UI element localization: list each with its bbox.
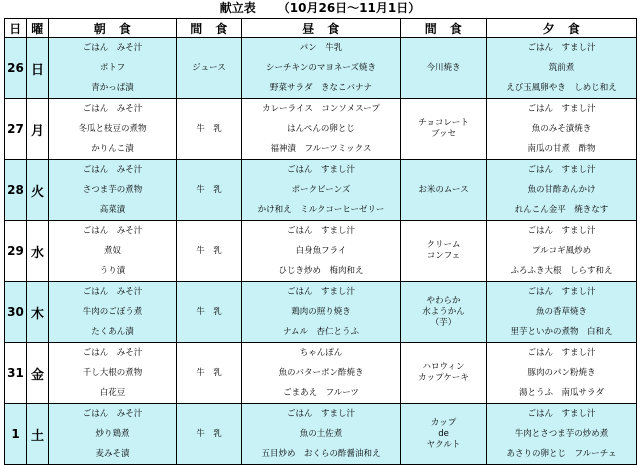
title-period: （10月26日～11月1日）: [277, 1, 421, 15]
morning-snack-cell: [177, 160, 242, 221]
header-lunch: 昼 食: [242, 19, 401, 38]
afternoon-snack-cell-item: 水ようかん: [422, 306, 465, 317]
afternoon-snack-cell-item: ブッセ: [431, 129, 456, 139]
breakfast-cell: [49, 404, 177, 465]
breakfast-cell-item: 青かっぱ漬: [91, 83, 134, 93]
breakfast-cell-item: 白花豆: [99, 388, 126, 398]
title-main: 献立表: [219, 1, 256, 15]
lunch-cell: [242, 38, 401, 99]
dinner-cell-item: 南瓜の甘煮 酢物: [527, 144, 596, 154]
day-cell: 29: [5, 221, 27, 282]
lunch-cell: [242, 160, 401, 221]
day-cell: 26: [5, 38, 27, 99]
afternoon-snack-cell-item: クリーム: [426, 240, 461, 250]
breakfast-cell-item: ごはん みそ汁: [82, 348, 143, 358]
breakfast-cell: [49, 160, 177, 221]
dinner-cell: [487, 282, 637, 343]
breakfast-cell-item: 高菜漬: [99, 205, 126, 215]
lunch-cell-item: パン 牛乳: [299, 43, 343, 53]
breakfast-cell-item: ごはん みそ汁: [82, 409, 143, 419]
breakfast-cell-item: 千し大根の煮物: [82, 368, 143, 378]
dinner-cell-item: ごはん すまし汁: [527, 287, 596, 297]
lunch-cell-item: 野菜サラダ きなこバナナ: [270, 83, 372, 93]
dinner-cell-item: ふろふき大根 しらす和え: [510, 266, 613, 276]
weekday-cell: 月: [27, 99, 49, 160]
breakfast-cell-item: 炒り鶏煮: [95, 429, 130, 439]
afternoon-snack-cell-item: チョコレート: [418, 118, 469, 128]
morning-snack-cell: [177, 343, 242, 404]
header-dow: 曜: [27, 19, 49, 38]
afternoon-snack-cell: [401, 282, 487, 343]
breakfast-cell-item: ごはん みそ汁: [82, 226, 143, 236]
day-cell: 28: [5, 160, 27, 221]
weekday-cell: 金: [27, 343, 49, 404]
dinner-cell-item: プルコギ風炒め: [531, 246, 592, 256]
header-snack2: 間 食: [401, 19, 487, 38]
morning-snack-cell-item: ジュース: [192, 62, 226, 73]
dinner-cell-item: 魚の甘酢あんかけ: [527, 185, 596, 195]
morning-snack-cell-item: 牛 乳: [196, 367, 222, 378]
header-day: 日: [5, 19, 27, 38]
lunch-cell-item: ごはん すまし汁: [286, 409, 355, 419]
breakfast-cell: [49, 343, 177, 404]
lunch-cell: [242, 282, 401, 343]
breakfast-cell-item: たくあん漬: [91, 327, 134, 337]
breakfast-cell-item: 冬瓜と枝豆の煮物: [78, 124, 147, 134]
breakfast-cell-item: さつま芋の煮物: [82, 185, 143, 195]
afternoon-snack-cell-item: （芋）: [430, 317, 457, 328]
breakfast-cell-item: うり漬: [99, 266, 126, 276]
afternoon-snack-cell: [401, 38, 487, 99]
dinner-cell-item: ごはん すまし汁: [527, 226, 596, 236]
dinner-cell-item: れんこん金平 焼きなす: [514, 205, 609, 215]
lunch-cell: [242, 221, 401, 282]
lunch-cell-item: シーチキンのマヨネーズ焼き: [266, 63, 376, 73]
lunch-cell: [242, 404, 401, 465]
menu-row: [5, 221, 637, 282]
lunch-cell-item: カレーライス コンソメスープ: [262, 104, 380, 114]
weekday-cell: 木: [27, 282, 49, 343]
afternoon-snack-cell: [401, 404, 487, 465]
dinner-cell-item: 牛肉とさつま芋の炒め煮: [514, 429, 609, 439]
lunch-cell-item: 鶏肉の照り焼き: [291, 307, 351, 317]
morning-snack-cell-item: 牛 乳: [196, 184, 222, 195]
lunch-cell-item: ごまあえ フルーツ: [283, 388, 359, 398]
dinner-cell-item: ごはん すまし汁: [527, 409, 596, 419]
day-cell: 27: [5, 99, 27, 160]
breakfast-cell-item: ごはん みそ汁: [82, 104, 143, 114]
lunch-cell-item: 魚のバターポン酢焼き: [278, 368, 364, 378]
dinner-cell-item: ごはん すまし汁: [527, 43, 596, 53]
afternoon-snack-cell: [401, 343, 487, 404]
dinner-cell-item: 魚の香草焼き: [535, 307, 587, 317]
afternoon-snack-cell: [401, 99, 487, 160]
breakfast-cell: [49, 282, 177, 343]
breakfast-cell-item: ごはん みそ汁: [82, 165, 143, 175]
menu-row: [5, 99, 637, 160]
morning-snack-cell-item: 牛 乳: [196, 306, 222, 317]
weekday-cell: 土: [27, 404, 49, 465]
afternoon-snack-cell: [401, 221, 487, 282]
breakfast-cell-item: ごはん みそ汁: [82, 287, 143, 297]
menu-row: [5, 404, 637, 465]
header-breakfast: 朝 食: [49, 19, 177, 38]
day-cell: 1: [5, 404, 27, 465]
breakfast-cell: [49, 99, 177, 160]
lunch-cell-item: ポークビーンズ: [291, 185, 351, 195]
morning-snack-cell-item: 牛 乳: [196, 123, 222, 134]
dinner-cell: [487, 221, 637, 282]
breakfast-cell-item: かりんこ漬: [91, 144, 134, 154]
weekday-cell: 火: [27, 160, 49, 221]
dinner-cell: [487, 343, 637, 404]
morning-snack-cell: [177, 404, 242, 465]
lunch-cell: [242, 343, 401, 404]
afternoon-snack-cell-item: やわらか: [426, 295, 461, 306]
lunch-cell-item: ちゃんぽん: [299, 348, 343, 358]
dinner-cell-item: ごはん すまし汁: [527, 348, 596, 358]
lunch-cell-item: 五目炒め おくらの酢醤油和え: [261, 449, 381, 459]
weekday-cell: 日: [27, 38, 49, 99]
menu-row: [5, 160, 637, 221]
morning-snack-cell: [177, 38, 242, 99]
dinner-cell-item: あさりの卵とじ フルーチェ: [506, 449, 617, 459]
dinner-cell: [487, 99, 637, 160]
afternoon-snack-cell: [401, 160, 487, 221]
dinner-cell-item: 豚肉のパン粉焼き: [527, 368, 596, 378]
lunch-cell: [242, 99, 401, 160]
dinner-cell-item: 魚のみそ漬焼き: [531, 124, 592, 134]
breakfast-cell-item: 牛肉のごぼう煮: [82, 307, 143, 317]
dinner-cell: [487, 160, 637, 221]
menu-title: [0, 0, 640, 17]
breakfast-cell: [49, 38, 177, 99]
afternoon-snack-cell-item: カップ: [430, 417, 457, 428]
lunch-cell-item: ごはん すまし汁: [286, 226, 355, 236]
afternoon-snack-cell-item: de: [438, 428, 449, 439]
lunch-cell-item: 魚の土佐煮: [299, 429, 343, 439]
lunch-cell-item: ひじき炒め 梅肉和え: [278, 266, 364, 276]
morning-snack-cell: [177, 282, 242, 343]
morning-snack-cell: [177, 99, 242, 160]
lunch-cell-item: 福神漬 フルーツミックス: [270, 144, 372, 154]
dinner-cell-item: ごはん すまし汁: [527, 104, 596, 114]
menu-row: [5, 282, 637, 343]
lunch-cell-item: かけ和え ミルクコーヒーゼリー: [257, 205, 385, 215]
dinner-cell-item: えび玉風卵やき しめじ和え: [506, 83, 617, 93]
lunch-cell-item: はんぺんの卵とじ: [287, 124, 355, 134]
menu-table: [4, 18, 637, 465]
morning-snack-cell-item: 牛 乳: [196, 428, 222, 439]
afternoon-snack-cell-item: お米のムース: [418, 184, 469, 195]
menu-body: [5, 38, 637, 465]
afternoon-snack-cell-item: カップケーキ: [418, 373, 469, 383]
breakfast-cell-item: 麦みそ漬: [95, 449, 130, 459]
day-cell: 31: [5, 343, 27, 404]
header-snack1: 間 食: [177, 19, 242, 38]
header-dinner: 夕 食: [487, 19, 637, 38]
morning-snack-cell: [177, 221, 242, 282]
dinner-cell: [487, 38, 637, 99]
morning-snack-cell-item: 牛 乳: [196, 245, 222, 256]
lunch-cell-item: ナムル 杏仁とうふ: [282, 327, 360, 337]
dinner-cell-item: 筑前煮: [548, 63, 575, 73]
dinner-cell-item: ごはん すまし汁: [527, 165, 596, 175]
lunch-cell-item: ごはん すまし汁: [286, 165, 355, 175]
breakfast-cell: [49, 221, 177, 282]
breakfast-cell-item: ポトフ: [99, 63, 126, 73]
afternoon-snack-cell-item: ハロウィン: [422, 362, 465, 372]
lunch-cell-item: ごはん すまし汁: [286, 287, 355, 297]
afternoon-snack-cell-item: コンフェ: [426, 251, 461, 261]
dinner-cell: [487, 404, 637, 465]
weekday-cell: 水: [27, 221, 49, 282]
menu-row: [5, 38, 637, 99]
breakfast-cell-item: 煮奴: [103, 246, 121, 256]
header-row: [5, 19, 637, 38]
afternoon-snack-cell-item: 今川焼き: [426, 62, 461, 73]
day-cell: 30: [5, 282, 27, 343]
breakfast-cell-item: ごはん みそ汁: [82, 43, 143, 53]
menu-row: [5, 343, 637, 404]
dinner-cell-item: 湯とうふ 南瓜サラダ: [519, 388, 604, 398]
afternoon-snack-cell-item: ヤクルト: [426, 439, 461, 450]
lunch-cell-item: 白身魚フライ: [295, 246, 347, 256]
dinner-cell-item: 里芋といかの煮物 白和え: [510, 327, 613, 337]
